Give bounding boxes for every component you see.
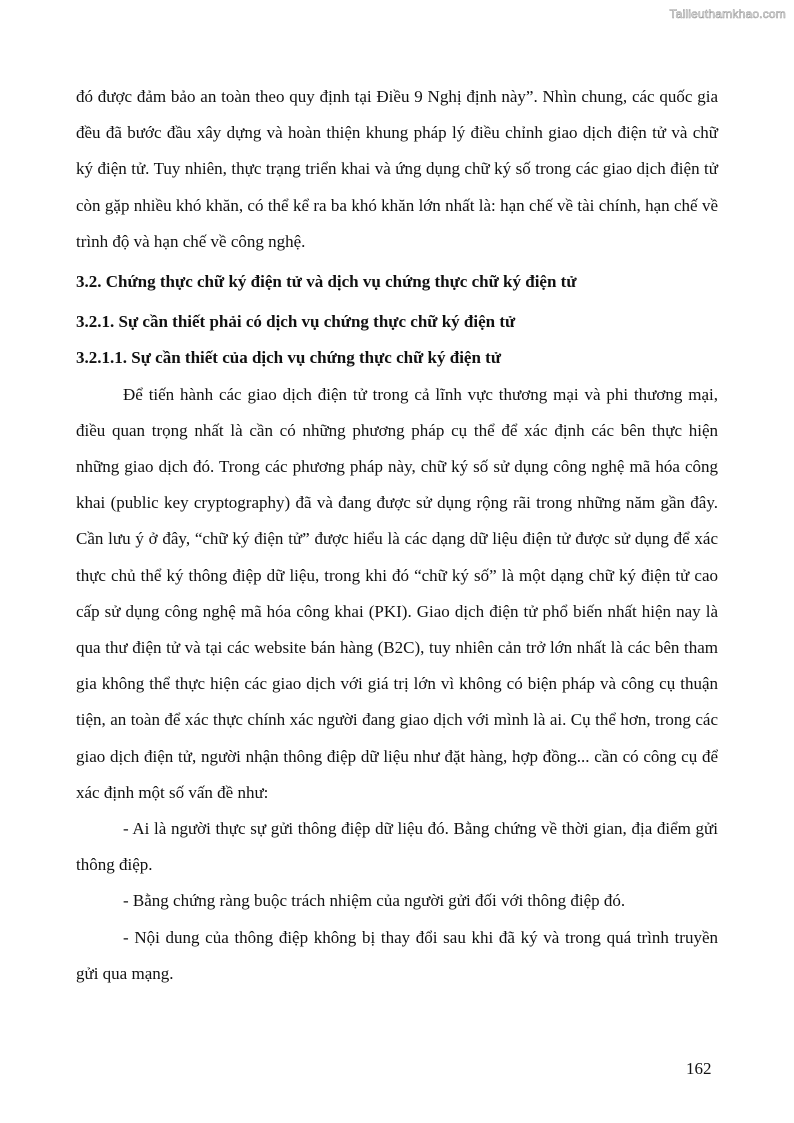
paragraph-main: Để tiến hành các giao dịch điện tử trong cả lĩnh vực thương mại và phi thương mại, điều quan trọng nhất là cần có những phương pháp cụ thể để xác định các bên thực hiện những giao dịch đó. Trong các phương pháp này, chữ ký số sử dụng công nghệ mã hóa công khai (public key cryptography) đã và đang được sử dụng rộng rãi trong những năm gần đây. Cần lưu ý ở đây, “chữ ký điện tử” được hiểu là các dạng dữ liệu điện tử được sử dụng để xác thực chủ thể ký thông điệp dữ liệu, trong khi đó “chữ ký số” là một dạng chữ ký điện tử cao cấp sử dụng công nghệ mã hóa công khai (PKI). Giao dịch điện tử phổ biến nhất hiện nay là qua thư điện tử và tại các website bán hàng (B2C), tuy nhiên cản trở lớn nhất là các bên tham gia không thể thực hiện các giao dịch với giá trị lớn vì không có biện pháp và công cụ thuận tiện, an toàn để xác thực chính xác người đang giao dịch với mình là ai. Cụ thể hơn, trong các giao dịch điện tử, người nhận thông điệp dữ liệu như đặt hàng, hợp đồng... cần có công cụ để xác định một số vấn đề như: <box>76 384 718 802</box>
page-number: 162 <box>686 1059 712 1078</box>
document-body <box>76 79 718 992</box>
bullet-1: - Ai là người thực sự gửi thông điệp dữ liệu đó. Bằng chứng về thời gian, địa điểm gửi thông điệp. <box>76 819 718 875</box>
heading-3-2-1-1: 3.2.1.1. Sự cần thiết của dịch vụ chứng thực chữ ký điện tử <box>76 348 502 368</box>
watermark: Tailieuthamkhao.com <box>669 7 786 21</box>
heading-3-2-1: 3.2.1. Sự cần thiết phải có dịch vụ chứng thực chữ ký điện tử <box>76 312 516 332</box>
bullet-3: - Nội dung của thông điệp không bị thay đổi sau khi đã ký và trong quá trình truyền gửi qua mạng. <box>76 927 718 983</box>
bullet-2: - Bằng chứng ràng buộc trách nhiệm của người gửi đối với thông điệp đó. <box>123 891 626 911</box>
heading-3-2: 3.2. Chứng thực chữ ký điện tử và dịch vụ chứng thực chữ ký điện tử <box>76 272 577 292</box>
paragraph-intro: đó được đảm bảo an toàn theo quy định tại Điều 9 Nghị định này”. Nhìn chung, các quốc gia đều đã bước đầu xây dựng và hoàn thiện khung pháp lý điều chỉnh giao dịch điện tử và chữ ký điện tử. Tuy nhiên, thực trạng triển khai và ứng dụng chữ ký số trong các giao dịch điện tử còn gặp nhiều khó khăn, có thể kể ra ba khó khăn lớn nhất là: hạn chế về tài chính, hạn chế về trình độ và hạn chế về công nghệ. <box>76 87 718 251</box>
